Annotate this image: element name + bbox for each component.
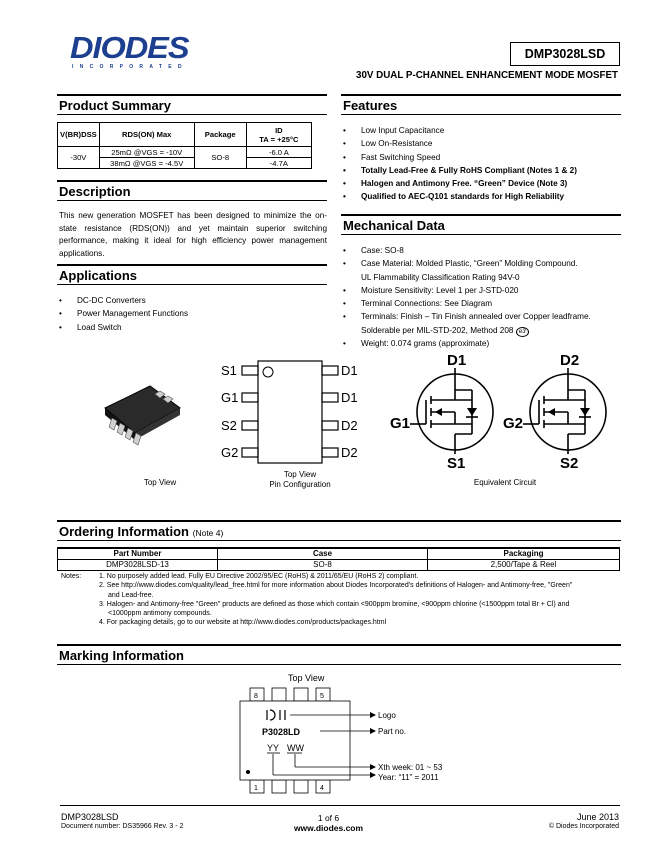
mechanical-title: Mechanical Data — [341, 214, 621, 235]
applications-section — [57, 264, 327, 334]
e3-lead-free-icon: e3 — [516, 327, 529, 337]
note-item: 1. No purposely added lead. Fully EU Directive 2002/95/EC (RoHS) & 2011/65/EU (RoHS 2) compliant. — [99, 573, 419, 580]
marking-ww: WW — [287, 743, 304, 753]
features-list — [341, 124, 621, 204]
product-summary-title: Product Summary — [57, 94, 327, 115]
col-vbr-header: V(BR)DSS — [58, 123, 100, 147]
description-text: This new generation MOSFET has been designed to minimize the on-state resistance (RDS(ON)) and yet maintain superior switching performance, making it ideal for high efficiency power management applications. — [59, 211, 327, 258]
footer-copyright: © Diodes Incorporated — [548, 823, 619, 830]
rds-value-1: 25mΩ @VGS = -10V — [99, 147, 194, 158]
marking-pin1: 1 — [254, 785, 258, 792]
d2-label: D2 — [560, 352, 580, 369]
marking-part-code: P3028LD — [262, 727, 301, 737]
list-item: • Fast Switching Speed — [341, 151, 621, 164]
list-item: • Case Material: Molded Plastic, “Green” Molding Compound. — [341, 257, 621, 270]
equivalent-circuit-diagram — [390, 350, 625, 475]
marking-logo-label: Logo — [378, 711, 396, 720]
footer-divider — [60, 805, 620, 806]
marking-diagram — [230, 670, 470, 800]
ordering-section — [57, 520, 621, 571]
list-item: • Weight: 0.074 grams (approximate) — [341, 337, 621, 350]
ordering-table — [57, 547, 620, 571]
description-section — [57, 180, 327, 260]
marking-year-label: Year: “11” = 2011 — [378, 773, 439, 782]
id-value-2: -4.7A — [246, 158, 311, 169]
marking-pin8: 8 — [254, 693, 258, 700]
id-value-1: -6.0 A — [246, 147, 311, 158]
logo-subtext: INCORPORATED — [72, 64, 188, 70]
list-item: • Low On-Resistance — [341, 137, 621, 150]
ordering-header: Case — [218, 548, 428, 559]
list-item: • Moisture Sensitivity: Level 1 per J-STD-020 — [341, 284, 621, 297]
marking-section — [57, 644, 621, 665]
marking-week-label: Xth week: 01 ~ 53 — [378, 763, 443, 772]
marking-pin5: 5 — [320, 693, 324, 700]
marking-title: Marking Information — [57, 644, 621, 665]
ordering-note: (Note 4) — [192, 528, 224, 538]
note-item: and Lead-free. — [108, 591, 154, 599]
pin-config-caption: Top View Pin Configuration — [269, 470, 331, 489]
list-item: • Low Input Capacitance — [341, 124, 621, 137]
mechanical-list — [341, 244, 621, 271]
features-section — [341, 94, 621, 204]
equivalent-circuit-caption: Equivalent Circuit — [473, 478, 537, 487]
features-title: Features — [341, 94, 621, 115]
applications-list — [57, 294, 327, 334]
list-item: • Case: SO-8 — [341, 244, 621, 257]
so8-package-icon — [95, 378, 190, 453]
col-rds-header: RDS(ON) Max — [99, 123, 194, 147]
footer-url[interactable]: www.diodes.com — [293, 823, 364, 833]
list-item: • Load Switch — [57, 321, 327, 334]
footer-page: 1 of 6 — [317, 813, 340, 823]
footer-docnum: Document number: DS35966 Rev. 3 - 2 — [61, 823, 184, 830]
list-item-continued: UL Flammability Classification Rating 94V-0 — [361, 272, 520, 282]
table-row: DMP3028LSD-13 SO-8 2,500/Tape & Reel — [58, 559, 620, 570]
notes-label: Notes: — [61, 573, 82, 580]
ordering-header: Packaging — [428, 548, 620, 559]
list-item-continued: Solderable per MIL-STD-202, Method 208 e3 — [341, 324, 621, 337]
footer-part: DMP3028LSD — [61, 812, 119, 822]
list-item: • Terminals: Finish – Tin Finish annealed over Copper leadframe. — [341, 310, 621, 323]
s2-label: S2 — [560, 455, 579, 472]
description-title: Description — [57, 180, 327, 201]
product-summary-section — [57, 94, 327, 169]
list-item: • Qualified to AEC-Q101 standards for High Reliability — [341, 190, 621, 203]
pin-label-right: D2 — [341, 418, 358, 433]
ordering-title: Ordering Information (Note 4) — [57, 520, 621, 541]
pin-label-left: S2 — [221, 418, 237, 433]
list-item: • Terminal Connections: See Diagram — [341, 297, 621, 310]
notes-list — [99, 572, 619, 628]
document-subtitle: 30V DUAL P-CHANNEL ENHANCEMENT MODE MOSFET — [356, 70, 618, 81]
part-number-box: DMP3028LSD — [510, 42, 620, 66]
pin-configuration-diagram — [218, 358, 378, 468]
package-value: SO-8 — [194, 147, 246, 169]
note-item: <1000ppm antimony compounds. — [108, 610, 212, 618]
note-item: 4. For packaging details, go to our website at http://www.diodes.com/products/packages.html — [99, 619, 387, 627]
marking-partno-label: Part no. — [378, 727, 407, 736]
note-item: 2. See http://www.diodes.com/quality/lead_free.html for more information about Diodes Incorporated’s definitions of Halogen- and Antimony-free, "Green" — [99, 582, 573, 590]
marking-top-view: Top View — [288, 673, 325, 683]
d1-label: D1 — [447, 352, 467, 369]
footer-date: June 2013 — [576, 812, 619, 822]
pin-label-right: D2 — [341, 445, 358, 460]
g2-label: G2 — [503, 415, 524, 432]
product-summary-table — [57, 122, 312, 169]
pin-label-right: D1 — [341, 390, 358, 405]
pin-label-right: D1 — [341, 363, 358, 378]
col-package-header: Package — [194, 123, 246, 147]
pin-label-left: G1 — [221, 390, 239, 405]
rds-value-2: 38mΩ @VGS = -4.5V — [99, 158, 194, 169]
note-item: 3. Halogen- and Antimony-free "Green" products are defined as those which contain <900ppm bromine, <900ppm chlorine (<1500ppm total Br + Cl) and — [99, 600, 570, 608]
list-item: • Totally Lead-Free & Fully RoHS Compliant (Notes 1 & 2) — [341, 164, 621, 177]
footer-right — [549, 812, 619, 832]
marking-yy: YY — [267, 743, 280, 753]
list-item: • Halogen and Antimony Free. “Green” Device (Note 3) — [341, 177, 621, 190]
col-id-header: ID TA = +25°C — [246, 123, 311, 147]
mechanical-section — [341, 214, 621, 350]
pin-label-left: G2 — [221, 445, 239, 460]
marking-pin4: 4 — [320, 785, 324, 792]
top-view-caption: Top View — [143, 478, 177, 487]
diodes-logo — [70, 30, 189, 70]
pin-label-left: S1 — [221, 363, 237, 378]
list-item: • Power Management Functions — [57, 307, 327, 320]
applications-title: Applications — [57, 264, 327, 285]
mechanical-list-2 — [341, 284, 621, 324]
logo-text: DIODES — [70, 30, 189, 65]
vbr-value: -30V — [58, 147, 100, 169]
ordering-header: Part Number — [58, 548, 218, 559]
mechanical-list-3 — [341, 337, 621, 350]
s1-label: S1 — [447, 455, 466, 472]
g1-label: G1 — [390, 415, 411, 432]
list-item: • DC-DC Converters — [57, 294, 327, 307]
